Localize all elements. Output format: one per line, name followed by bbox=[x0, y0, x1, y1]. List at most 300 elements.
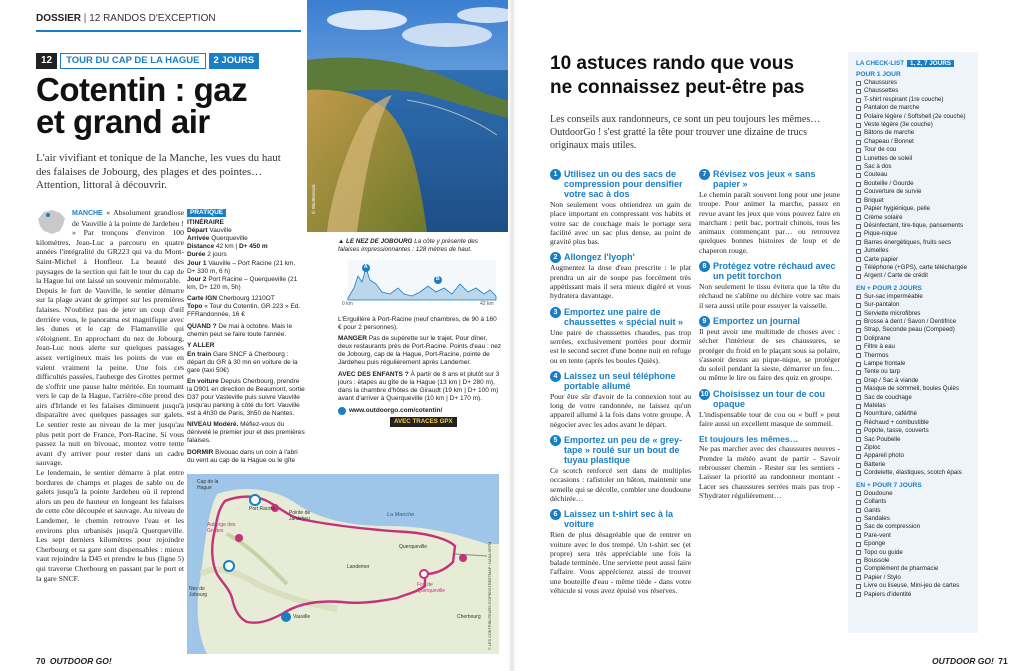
checklist-item-label: Papier / Stylo bbox=[864, 573, 901, 581]
section-label: DOSSIER bbox=[36, 13, 82, 24]
profile-marker-b-label: B bbox=[436, 276, 440, 282]
tip-title-text: Emportez un journal bbox=[713, 315, 801, 326]
checklist-item[interactable] bbox=[856, 113, 970, 121]
tip-number-badge: 3 bbox=[550, 307, 561, 318]
checkbox-icon[interactable] bbox=[856, 294, 861, 299]
tip-body: L'indispensable tour de cou ou « buff » peut faire aussi un excellent masque de sommeil. bbox=[699, 409, 840, 429]
train-value: Gare SNCF à Cherbourg : départ du GR à 30 mn en voiture de la gare (taxi 50€) bbox=[187, 350, 298, 374]
checklist-item[interactable] bbox=[856, 272, 970, 280]
checklist-section-1 bbox=[856, 79, 970, 281]
checkbox-icon[interactable] bbox=[856, 303, 861, 308]
checkbox-icon[interactable] bbox=[856, 156, 861, 161]
practical-column: PRATIQUE ITINÉRAIRE Départ Vauville Arrivée Querqueville Distance 42 km | D+ 450 m Durée 2 jours Jour 1 Vauville – Port Racine (21 km, D+ 330 m, 6 h) Jour 2 Port Racine – Querqueville (21 km, D+ 120 m, 5h) Carte IGN Cherbourg 1210OT Topo « Tour du Cotentin, GR 223 » Ed. FFRandonnée, 16 € QUAND ? De mai à octobre. Mais le chemin peut se faire toute l'année. Y ALLER En train Gare SNCF à Cherbourg : départ du GR à 30 mn en voiture de la gare (taxi 50€) En voiture Depuis Cherbourg, prendre la D901 en direction de Beaumont, sortie D37 pour Vasteville puis suivre Vauville jusqu'au parking à côté du fort. Vauville est à 4h30 de Paris, 3h50 de Nantes. NIVEAU Modéré. Méfiez-vous du dénivelé le premier jour et des premières falaises. DORMIR Bivouac dans un coin à l'abri du vent au cap de la Hague ou le gîte bbox=[187, 209, 305, 464]
checkbox-icon[interactable] bbox=[856, 131, 861, 136]
page-number-left: 70 bbox=[36, 656, 46, 666]
checklist-item-label: Pantalon de marche bbox=[864, 104, 920, 112]
magazine-name-left: OUTDOOR GO! bbox=[49, 656, 112, 666]
checklist-item[interactable] bbox=[856, 146, 970, 154]
checklist-section-3 bbox=[856, 490, 970, 599]
photo-caption: ▲ LE NEZ DE JOBOURG La côte y présente des falaises impressionnantes : 128 mètres de haut. bbox=[338, 238, 478, 253]
checkbox-icon[interactable] bbox=[856, 567, 861, 572]
train-label: En train bbox=[187, 350, 212, 358]
checklist-item[interactable] bbox=[856, 205, 970, 213]
magazine-name-right: OUTDOOR GO! bbox=[932, 656, 994, 666]
map-label-querqueville: Querqueville bbox=[399, 544, 428, 550]
body-paragraph-1: « Absolument grandiose de Vauville à la pointe de Jardeheu ! » Par tronçons d'environ 100 kilomètres, Jean-Luc a parcouru en quatre années l'intégralité du GR223 qui va du Mont-Saint-Michel à Honfleur. La beauté des paysages de la section qui fait le tour du cap de la Hague lui ont laissé un souvenir mémorable. bbox=[36, 208, 185, 286]
elevation-profile bbox=[340, 258, 500, 308]
tip-title bbox=[550, 252, 691, 262]
tip-item bbox=[550, 435, 691, 503]
checkbox-icon[interactable] bbox=[856, 584, 861, 589]
tip-item bbox=[550, 307, 691, 365]
checklist-item[interactable] bbox=[856, 197, 970, 205]
tip-number-badge: 6 bbox=[550, 509, 561, 520]
checklist-item[interactable] bbox=[856, 326, 970, 334]
checkbox-icon[interactable] bbox=[856, 362, 861, 367]
niveau-level: Modéré. bbox=[213, 421, 239, 429]
arrivee-value: Querqueville bbox=[211, 235, 248, 243]
checklist-item-label: Popote, tasse, couverts bbox=[864, 427, 929, 435]
body-paragraph-2: Depuis le fort de Vauville, le sentier démarre sur la plage avant de grimper sur les premières falaises. N'oubliez pas de jeter un coup d'œil derrière vous, le panorama est magnifique avec les dunes et le cap de Flamanville qui s'éloignent. En approchant du nez de Jobourg, Jean-Luc nous alerte sur quelques passages assez vertigineux mais les points de vue en valent vraiment la peine. Une fois ces difficultés passées, l'auberge des Grottes permet de s'offrir une pause halte méritée. En tournant vers le cap de la Hague, l'arrière-côte prend des airs d'Irlande et les falaises diminuent jusqu'à disparaître avec quelques passages sur galets. Le sentier reste au niveau de la mer jusqu'au plus petit port de France, Port-Racine. Si vous passez la nuit en bivouac, montez votre tente avant d'y arriver pour rester dans un cadre sauvage. bbox=[36, 285, 184, 468]
map-label-fort: Fort de Querqueville bbox=[417, 582, 446, 594]
checkbox-icon[interactable] bbox=[856, 240, 861, 245]
checkbox-icon[interactable] bbox=[856, 274, 861, 279]
checklist-item-label: Doudoune bbox=[864, 489, 893, 497]
checklist-item[interactable] bbox=[856, 410, 970, 418]
tip-title-text: Laissez un t-shirt sec à la voiture bbox=[564, 509, 674, 530]
checklist-item[interactable] bbox=[856, 104, 970, 112]
checklist-badge: 1, 2, 7 JOURS bbox=[907, 60, 954, 67]
checklist-item-label: Masque de sommeil, boules Quiès bbox=[864, 385, 959, 393]
tip-body: Ce scotch renforcé sert dans de multiples occasions : rafistoler un bâton, maintenir une semelle qui se décolle, combler une doudoune déchirée… bbox=[550, 466, 691, 503]
tip-title bbox=[550, 371, 691, 391]
tip-item bbox=[550, 169, 691, 246]
checklist-item-label: Boussole bbox=[864, 556, 890, 564]
checkbox-icon[interactable] bbox=[856, 165, 861, 170]
tip-item bbox=[550, 509, 691, 595]
caption-text: La côte y présente des falaises impressionnantes : 128 mètres de haut. bbox=[338, 238, 478, 253]
checklist-item[interactable] bbox=[856, 256, 970, 264]
checklist-item-label: Jumelles bbox=[864, 247, 889, 255]
checkbox-icon[interactable] bbox=[856, 173, 861, 178]
checklist-item[interactable] bbox=[856, 352, 970, 360]
tour-name: TOUR DU CAP DE LA HAGUE bbox=[60, 53, 205, 69]
checklist-item[interactable] bbox=[856, 469, 970, 477]
tip-body: Non seulement vous obtiendrez un gain de place important en compressant vos habits et votre sac de couchage mais le portage sera facilité avec un sac plus dense, au point de gravité plus bas. bbox=[550, 200, 691, 247]
tip-number-badge: 9 bbox=[699, 316, 710, 327]
tip-title-text: Emportez une paire de chaussettes « spécial nuit » bbox=[564, 306, 684, 327]
itinerary-heading: ITINÉRAIRE bbox=[187, 219, 224, 227]
france-map-icon bbox=[36, 209, 68, 235]
checklist-item-label: Appareil photo bbox=[864, 452, 904, 460]
photo-credit: © Shutterstock bbox=[311, 184, 316, 214]
distance-label: Distance bbox=[187, 243, 215, 251]
checkbox-icon[interactable] bbox=[856, 207, 861, 212]
checklist-item[interactable] bbox=[856, 427, 970, 435]
checklist-item[interactable] bbox=[856, 565, 970, 573]
web-link[interactable]: www.outdoorgo.com/cotentin/ bbox=[349, 406, 443, 414]
checklist-item[interactable] bbox=[856, 121, 970, 129]
checklist-item[interactable] bbox=[856, 360, 970, 368]
checkbox-icon[interactable] bbox=[856, 437, 861, 442]
checkbox-icon[interactable] bbox=[856, 421, 861, 426]
checkbox-icon[interactable] bbox=[856, 508, 861, 513]
body-paragraph-3: Le lendemain, le sentier démarre à plat entre bordures de champs et plages de sable ou de galets jusqu'à la pointe Jardeheu où il reprend alors un peu de hauteur en longeant les falaises de cette côte découpée et sauvage. Au niveau de Landemer, le chemin retrouve l'eau et les environs plus urbanisés jusqu'à Querqueville. Les sept derniers kilomètres pour rejoindre Cherbourg et sa gare sont dispensables : mieux vaut rejoindre la D45 et prendre le bus (ligne 5) qui traverse Cherbourg en passant par le port et la gare SNCF. bbox=[36, 468, 184, 583]
topo-label: Topo bbox=[187, 303, 203, 311]
page-number-right: 71 bbox=[998, 656, 1008, 666]
region-label: MANCHE bbox=[72, 210, 103, 217]
checklist-section-1-title: POUR 1 JOUR bbox=[856, 71, 901, 78]
checklist-item[interactable] bbox=[856, 498, 970, 506]
checklist-item[interactable] bbox=[856, 368, 970, 376]
checklist-item-label: Sac à dos bbox=[864, 163, 892, 171]
checklist-item-label: Brosse à dent / Savon / Dentifrice bbox=[864, 317, 957, 325]
checklist-title: LA CHECK-LIST bbox=[856, 60, 905, 67]
tips-column-1 bbox=[550, 169, 691, 601]
checklist-item-label: Nourriture, café/thé bbox=[864, 410, 917, 418]
tip-number-badge: 8 bbox=[699, 261, 710, 272]
tip-item bbox=[699, 169, 840, 255]
checkbox-icon[interactable] bbox=[856, 123, 861, 128]
coast-photo bbox=[307, 0, 508, 232]
checklist-item-label: Barres énergétiques, fruits secs bbox=[864, 238, 952, 246]
map-label-vauville: Vauville bbox=[293, 614, 311, 620]
tip-number-badge: 10 bbox=[700, 390, 709, 398]
checklist-item[interactable] bbox=[856, 490, 970, 498]
checklist-item-label: Matelas bbox=[864, 402, 886, 410]
tip-title bbox=[699, 169, 840, 189]
checklist-item-label: Serviette microfibres bbox=[864, 309, 921, 317]
carte-value: Cherbourg 1210OT bbox=[218, 294, 275, 302]
checkbox-icon[interactable] bbox=[856, 379, 861, 384]
checklist-item-label: Pique-nique bbox=[864, 230, 898, 238]
checkbox-icon[interactable] bbox=[856, 404, 861, 409]
web-link-row[interactable] bbox=[338, 407, 502, 415]
checklist-item[interactable] bbox=[856, 264, 970, 272]
checklist-item[interactable] bbox=[856, 335, 970, 343]
checklist-item-label: Polaire légère / Softshell (2e couche) bbox=[864, 112, 966, 120]
checkbox-icon[interactable] bbox=[856, 500, 861, 505]
tip-item bbox=[550, 252, 691, 300]
map-label-landemer: Landemer bbox=[347, 564, 370, 570]
tip-number-badge: 5 bbox=[550, 435, 561, 446]
checkbox-icon[interactable] bbox=[856, 81, 861, 86]
checklist-item-label: Carte papier bbox=[864, 255, 899, 263]
checkbox-icon[interactable] bbox=[856, 328, 861, 333]
checkbox-icon[interactable] bbox=[856, 446, 861, 451]
checklist-item[interactable] bbox=[856, 155, 970, 163]
checklist-item[interactable] bbox=[856, 247, 970, 255]
checkbox-icon[interactable] bbox=[856, 429, 861, 434]
tip-title bbox=[550, 509, 691, 529]
tip-number-badge: 1 bbox=[550, 169, 561, 180]
checkbox-icon[interactable] bbox=[856, 525, 861, 530]
practical-badge: PRATIQUE bbox=[187, 209, 226, 217]
tip-title bbox=[699, 261, 840, 281]
duree-label: Durée bbox=[187, 251, 206, 259]
checkbox-icon[interactable] bbox=[856, 148, 861, 153]
extra-tips-title: Et toujours les mêmes… bbox=[699, 434, 799, 445]
map-label-cap: Cap de la Hague bbox=[197, 479, 219, 491]
checklist-item[interactable] bbox=[856, 377, 970, 385]
checklist-item[interactable] bbox=[856, 343, 970, 351]
checklist-item[interactable] bbox=[856, 214, 970, 222]
title-line-2: et grand air bbox=[36, 103, 210, 140]
checklist-item[interactable] bbox=[856, 318, 970, 326]
checklist-item-label: Briquet bbox=[864, 196, 884, 204]
tip-item bbox=[699, 316, 840, 383]
checkbox-icon[interactable] bbox=[856, 559, 861, 564]
topo-value: « Tour du Cotentin, GR 223 » Ed. FFRandonnée, 16 € bbox=[187, 303, 301, 319]
checklist-item[interactable] bbox=[856, 444, 970, 452]
tips-column-2 bbox=[699, 169, 840, 500]
depart-value: Vauville bbox=[209, 227, 232, 235]
checklist-item[interactable] bbox=[856, 293, 970, 301]
checkbox-icon[interactable] bbox=[856, 575, 861, 580]
headline-line-1: 10 astuces rando que vous bbox=[550, 53, 794, 74]
quand-value: De mai à octobre. Mais le chemin peut se faire toute l'année. bbox=[187, 323, 293, 339]
checklist-item[interactable] bbox=[856, 301, 970, 309]
checklist-item-label: Pare-vent bbox=[864, 531, 891, 539]
checkbox-icon[interactable] bbox=[856, 106, 861, 111]
checkbox-icon[interactable] bbox=[856, 215, 861, 220]
map-label-port-racine: Port Racine bbox=[249, 506, 276, 512]
checklist-item[interactable] bbox=[856, 163, 970, 171]
checklist-item[interactable] bbox=[856, 385, 970, 393]
map-marker-a bbox=[224, 561, 234, 571]
checklist-item[interactable] bbox=[856, 394, 970, 402]
checkbox-icon[interactable] bbox=[856, 395, 861, 400]
checklist-item-label: Bouteille / Gourde bbox=[864, 179, 914, 187]
tour-number: 12 bbox=[36, 53, 57, 69]
checkbox-icon[interactable] bbox=[856, 517, 861, 522]
title-line-1: Cotentin : gaz bbox=[36, 71, 248, 108]
tip-body: Le chemin paraît souvent long pour une jeune troupe. Pour animer la marche, passez en revue avant les jeux que vous pouvez faire en marchant : petit bac, portrait chinois, tous les animaux commençant par… ou retrouvez quelques bonnes histoires de loup et de chaperon rouge. bbox=[699, 190, 840, 255]
body-column-1 bbox=[36, 208, 184, 583]
checkbox-icon[interactable] bbox=[856, 592, 861, 597]
checkbox-icon[interactable] bbox=[856, 533, 861, 538]
manger-label: MANGER bbox=[338, 335, 367, 343]
checklist-section-2-title: EN + POUR 2 JOURS bbox=[856, 284, 922, 292]
section-header: DOSSIER | 12 RANDOS D'EXCEPTION bbox=[36, 13, 216, 24]
checklist-item-label: Veste légère (3e couche) bbox=[864, 121, 933, 129]
jour1-label: Jour 1 bbox=[187, 259, 207, 267]
duration-badge: 2 JOURS bbox=[209, 53, 260, 69]
map-copyright: © LES CONTRIBUTEURS D'OPENSTREETMAP / NASA SRTM bbox=[488, 541, 492, 650]
checkbox-icon[interactable] bbox=[856, 387, 861, 392]
duree-value: 2 jours bbox=[207, 251, 227, 259]
checklist-item-label: Strap, Seconde peau (Compeed) bbox=[864, 326, 955, 334]
checklist-item[interactable] bbox=[856, 96, 970, 104]
checklist-item-label: Tour de cou bbox=[864, 146, 897, 154]
tour-tag bbox=[36, 53, 259, 69]
checklist-item[interactable] bbox=[856, 402, 970, 410]
voiture-label: En voiture bbox=[187, 377, 219, 385]
tip-body: Rien de plus désagréable que de rentrer en voiture avec le dos trempé. Un t-shirt sec (et propre) sera très appréciable une fois la balade terminée. Une serviette peut aussi faire l'affaire. Vous apprécierez aussi de trouver une bouteille d'eau - même tiède - dans votre véhicule si vous avez épuisé vos réserves. bbox=[550, 530, 691, 596]
tip-title bbox=[699, 389, 840, 409]
checklist-item-label: Lampe frontale bbox=[864, 360, 906, 367]
niveau-value: Méfiez-vous du dénivelé le premier jour et des premières falaises. bbox=[187, 421, 305, 445]
article-title bbox=[36, 71, 248, 140]
checklist-item-label: Chapeau / Bonnet bbox=[864, 137, 914, 145]
voiture-value: Depuis Cherbourg, prendre la D901 en direction de Beaumont, sortie D37 pour Vasteville puis suivre Vauville jusqu'au parking à côté du fort. Vauville est à 4h30 de Paris, 3h50 de Nantes. bbox=[187, 377, 305, 418]
tip-number-badge: 4 bbox=[550, 371, 561, 382]
checklist-item-label: Complément de pharmacie bbox=[864, 565, 939, 573]
checklist-item-label: Sac Poubelle bbox=[864, 435, 901, 443]
checkbox-icon[interactable] bbox=[856, 114, 861, 119]
checklist-item[interactable] bbox=[856, 452, 970, 460]
depart-label: Départ bbox=[187, 227, 208, 235]
checklist-item-label: Sac de compression bbox=[864, 523, 921, 531]
profile-end: 42 km bbox=[480, 301, 494, 307]
tip-title-text: Protégez votre réchaud avec un petit torchon bbox=[713, 261, 836, 282]
checklist-item-label: Bâtons de marche bbox=[864, 129, 915, 137]
jour1-value: Vauville – Port Racine (21 km, D+ 330 m, 6 h) bbox=[187, 259, 296, 275]
map-marker-start bbox=[281, 612, 291, 622]
tips-headline bbox=[550, 52, 804, 100]
checklist-item[interactable] bbox=[856, 574, 970, 582]
checkbox-icon[interactable] bbox=[856, 491, 861, 496]
checklist-item-label: Sur-sac imperméable bbox=[864, 292, 923, 300]
checklist-item[interactable] bbox=[856, 557, 970, 565]
checklist-item[interactable] bbox=[856, 138, 970, 146]
checklist-item[interactable] bbox=[856, 549, 970, 557]
globe-icon bbox=[338, 407, 346, 415]
checklist-item-label: Sur-pantalon bbox=[864, 301, 900, 309]
checkbox-icon[interactable] bbox=[856, 320, 861, 325]
caption-label: LE NEZ DE JOBOURG bbox=[345, 238, 413, 245]
checkbox-icon[interactable] bbox=[856, 98, 861, 103]
checkbox-icon[interactable] bbox=[856, 266, 861, 271]
checkbox-icon[interactable] bbox=[856, 89, 861, 94]
tip-title bbox=[550, 307, 691, 327]
checkbox-icon[interactable] bbox=[856, 345, 861, 350]
section-sub-label: 12 RANDOS D'EXCEPTION bbox=[89, 13, 216, 24]
dormir-value: Bivouac dans un coin à l'abri du vent au cap de la Hague ou le gîte bbox=[187, 448, 298, 464]
checkbox-icon[interactable] bbox=[856, 224, 861, 229]
checklist-item-label: Désinfectant, tire-tique, pansements bbox=[864, 221, 964, 229]
checklist-item-label: Crème solaire bbox=[864, 213, 903, 221]
extra-tips-body: Ne pas marcher avec des chaussures neuves - Prendre la météo avant de partir - Savoir rebrousser chemin - Rester sur les sentiers - Laisser la priorité au randonneur montant - Lacer ses chaussures serrées mais pas trop - S'hydrater régulièrement… bbox=[699, 444, 840, 500]
tip-body: Augmentez la dose d'eau prescrite : le plat prendra un air de soupe pas forcément très appétissant mais il sera mieux digéré et vous hydratera davantage. bbox=[550, 263, 691, 301]
checklist-item[interactable] bbox=[856, 310, 970, 318]
checklist-item[interactable] bbox=[856, 515, 970, 523]
checkbox-icon[interactable] bbox=[856, 454, 861, 459]
checklist-panel bbox=[848, 52, 978, 633]
tip-item bbox=[699, 389, 840, 429]
map-icon-auberge bbox=[235, 534, 243, 542]
checkbox-icon[interactable] bbox=[856, 190, 861, 195]
tip-body: Non seulement le tissu évitera que la tête du réchaud ne s'abîme ou déchire votre sac mais il sera aussi utile pour essuyer la vaisselle. bbox=[699, 282, 840, 310]
checklist-item[interactable] bbox=[856, 230, 970, 238]
tip-title-text: Emportez un peu de « grey-tape » roulé sur un bout de tuyau plastique bbox=[564, 435, 683, 466]
checklist-item-label: Téléphone (+GPS), carte téléchargée bbox=[864, 263, 968, 271]
checklist-item[interactable] bbox=[856, 507, 970, 515]
checklist-item[interactable] bbox=[856, 532, 970, 540]
checkbox-icon[interactable] bbox=[856, 311, 861, 316]
checklist-item[interactable] bbox=[856, 180, 970, 188]
checklist-item-label: Topo ou guide bbox=[864, 548, 903, 556]
headline-line-2: ne connaissez peut-être pas bbox=[550, 77, 805, 98]
left-footer bbox=[36, 656, 112, 666]
checkbox-icon[interactable] bbox=[856, 257, 861, 262]
checkbox-icon[interactable] bbox=[856, 471, 861, 476]
tip-title-text: Allongez l'lyoph' bbox=[564, 252, 635, 263]
checklist-item[interactable] bbox=[856, 188, 970, 196]
jour2-value: Port Racine – Querqueville (21 km, D+ 120 m, 5h) bbox=[187, 275, 298, 291]
checklist-item[interactable] bbox=[856, 87, 970, 95]
checklist-item-label: Couverture de survie bbox=[864, 188, 922, 196]
checkbox-icon[interactable] bbox=[856, 412, 861, 417]
checklist-item[interactable] bbox=[856, 419, 970, 427]
map-marker-b bbox=[250, 495, 260, 505]
extra-tips bbox=[699, 434, 840, 500]
checkbox-icon[interactable] bbox=[856, 182, 861, 187]
checklist-item-label: Papiers d'identité bbox=[864, 590, 912, 598]
checklist-item-label: Sac de couchage bbox=[864, 393, 912, 401]
checklist-item-label: Collants bbox=[864, 498, 887, 506]
checklist-item-label: Drap / Sac à viande bbox=[864, 376, 919, 384]
denivele-value: D+ 450 m bbox=[238, 243, 268, 251]
checklist-item-label: Ziploc bbox=[864, 444, 881, 452]
tip-item bbox=[550, 371, 691, 429]
profile-marker-a-label: A bbox=[364, 264, 368, 270]
checklist-item[interactable] bbox=[856, 239, 970, 247]
route-map bbox=[187, 474, 499, 654]
checklist-item[interactable] bbox=[856, 222, 970, 230]
tip-item bbox=[699, 261, 840, 310]
checkbox-icon[interactable] bbox=[856, 249, 861, 254]
checkbox-icon[interactable] bbox=[856, 353, 861, 358]
checklist-item[interactable] bbox=[856, 461, 970, 469]
checkbox-icon[interactable] bbox=[856, 463, 861, 468]
checklist-item[interactable] bbox=[856, 591, 970, 599]
checklist-item[interactable] bbox=[856, 523, 970, 531]
checklist-item[interactable] bbox=[856, 582, 970, 590]
tip-body: Pour être sûr d'avoir de la connexion tout au long de votre randonnée, ne laissez qu'un appareil allumé à la fois dans votre groupe. À négocier avec les ados avant le départ. bbox=[550, 391, 691, 429]
enfants-value: À partir de 8 ans et plutôt sur 3 jours : étapes au gîte de la Hague (13 km | D+ 280 m), dans la chambre d'hôtes de Giraudt (19 km | D+ 100 m) avant d'arriver à Querqueville (10 km | D+ 170 m). bbox=[338, 370, 500, 402]
tip-body: Il peut avoir une multitude de choses avec : sécher l'intérieur de ses chaussures, se protéger du froid en le plaçant sous sa polaire, s'asseoir dessus au pique-nique, se protéger du soleil pendant la sieste, démarrer un feu… ou même le lire ou faire des quiz en groupe. bbox=[699, 326, 840, 383]
tip-title-text: Révisez vos jeux « sans papier » bbox=[713, 169, 816, 189]
manger-value: Pas de supérette sur le trajet. Pour dîner, deux restaurants près de Port-Racine. Points d'eau : nez de Jobourg, cap de la Hague, Port-Racine, pointe de Jardeheu puis régulièrement après Landemer. bbox=[338, 335, 502, 367]
map-label-cherbourg: Cherbourg bbox=[457, 614, 481, 620]
checklist-item-label: Cordelette, élastiques, scotch épais bbox=[864, 469, 962, 477]
yaller-heading: Y ALLER bbox=[187, 342, 215, 350]
map-label-jardeheu: Pointe de Jardeheu bbox=[289, 510, 311, 522]
checklist-item-label: Chaussures bbox=[864, 79, 898, 86]
checklist-item[interactable] bbox=[856, 171, 970, 179]
niveau-label: NIVEAU bbox=[187, 421, 212, 429]
checklist-section-2 bbox=[856, 293, 970, 478]
tip-title-text: Choisissez un tour de cou opaque bbox=[713, 388, 826, 409]
checkbox-icon[interactable] bbox=[856, 370, 861, 375]
quand-label: QUAND ? bbox=[187, 323, 217, 331]
checkbox-icon[interactable] bbox=[856, 542, 861, 547]
checklist-item[interactable] bbox=[856, 436, 970, 444]
checkbox-icon[interactable] bbox=[856, 550, 861, 555]
right-footer bbox=[932, 656, 1008, 666]
checklist-item[interactable] bbox=[856, 79, 970, 87]
checklist-item[interactable] bbox=[856, 129, 970, 137]
checklist-item[interactable] bbox=[856, 540, 970, 548]
checkbox-icon[interactable] bbox=[856, 336, 861, 341]
checklist-item-label: Lunettes de soleil bbox=[864, 154, 913, 162]
checkbox-icon[interactable] bbox=[856, 140, 861, 145]
checklist-item-label: T-shirt respirant (1re couche) bbox=[864, 95, 944, 103]
checkbox-icon[interactable] bbox=[856, 232, 861, 237]
checkbox-icon[interactable] bbox=[856, 198, 861, 203]
tip-body: Une paire de chaussettes chaudes, pas trop serrées, exclusivement portées pour dormir est le second secret d'une bonne nuit en refuge ou en tente (après les boules Quiès). bbox=[550, 327, 691, 365]
